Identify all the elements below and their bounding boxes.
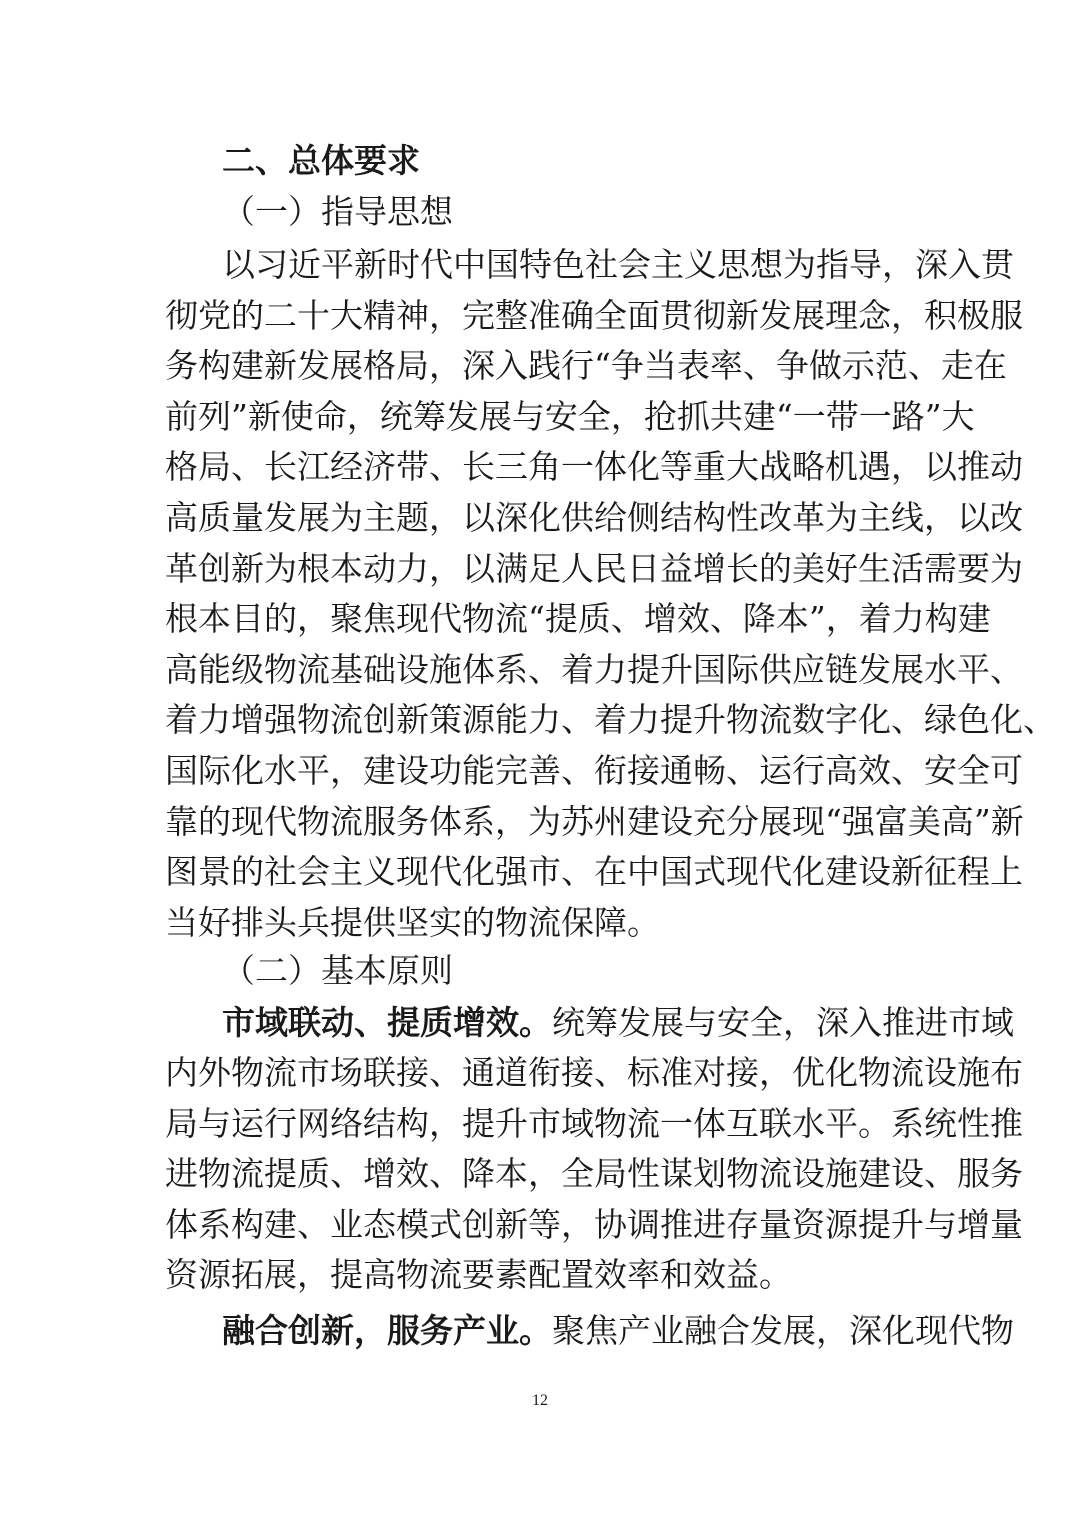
text-line: 资源拓展，提高物流要素配置效率和效益。 bbox=[165, 1255, 792, 1295]
text-line: 局与运行网络结构，提升市域物流一体互联水平。系统性推 bbox=[165, 1103, 1023, 1143]
text-line: 以习近平新时代中国特色社会主义思想为指导，深入贯 bbox=[222, 245, 1014, 284]
text-line: 进物流提质、增效、降本，全局性谋划物流设施建设、服务 bbox=[165, 1154, 1023, 1194]
principle-1-text: 统筹发展与安全，深入推进市域 bbox=[552, 1003, 1014, 1042]
text-line: 高质量发展为主题，以深化供给侧结构性改革为主线，以改 bbox=[165, 498, 1023, 537]
text-line: 着力增强物流创新策源能力、着力提升物流数字化、绿色化、 bbox=[165, 700, 1056, 740]
page-number: 12 bbox=[532, 1392, 548, 1409]
text-line: 高能级物流基础设施体系、着力提升国际供应链发展水平、 bbox=[165, 649, 1023, 689]
section-heading: 二、总体要求 bbox=[222, 141, 420, 180]
text-line: 内外物流市场联接、通道衔接、标准对接，优化物流设施布 bbox=[165, 1053, 1023, 1092]
principle-2-text: 聚焦产业融合发展，深化现代物 bbox=[552, 1311, 1014, 1350]
principle-1-title: 市域联动、提质增效。 bbox=[222, 1003, 552, 1042]
text-line: 体系构建、业态模式创新等，协调推进存量资源提升与增量 bbox=[165, 1204, 1023, 1244]
text-line: 彻党的二十大精神，完整准确全面贯彻新发展理念，积极服 bbox=[165, 295, 1023, 335]
subsection-title-basic-principles: （二）基本原则 bbox=[222, 951, 453, 990]
text-line: 国际化水平，建设功能完善、衔接通畅、运行高效、安全可 bbox=[165, 751, 1023, 790]
text-line: 当好排头兵提供坚实的物流保障。 bbox=[165, 902, 660, 942]
principle-2-first-line bbox=[222, 1306, 1014, 1356]
text-line: 革创新为根本动力，以满足人民日益增长的美好生活需要为 bbox=[165, 548, 1023, 588]
subsection-title-guiding-ideology: （一）指导思想 bbox=[222, 192, 453, 231]
text-line: 前列”新使命，统筹发展与安全，抢抓共建“一带一路”大 bbox=[165, 396, 975, 436]
text-line: 根本目的，聚焦现代物流“提质、增效、降本”，着力构建 bbox=[165, 599, 991, 639]
principle-1-first-line bbox=[222, 998, 1014, 1048]
text-line: 格局、长江经济带、长三角一体化等重大战略机遇，以推动 bbox=[165, 447, 1023, 487]
text-line: 靠的现代物流服务体系，为苏州建设充分展现“强富美高”新 bbox=[165, 801, 1024, 841]
text-line: 务构建新发展格局，深入践行“争当表率、争做示范、走在 bbox=[165, 346, 1007, 386]
text-line: 图景的社会主义现代化强市、在中国式现代化建设新征程上 bbox=[165, 852, 1023, 892]
principle-2-title: 融合创新，服务产业。 bbox=[222, 1311, 552, 1350]
